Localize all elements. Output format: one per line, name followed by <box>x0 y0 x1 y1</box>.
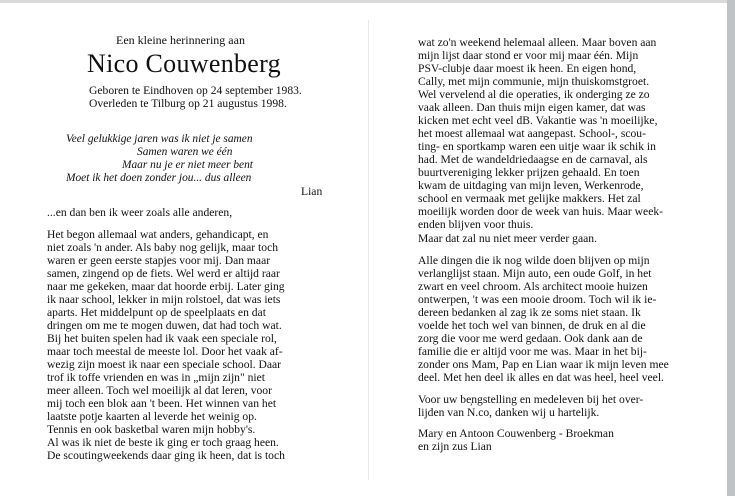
thanks-line: Voor uw be̦ngstelling en medeleven bij het over- <box>418 393 644 406</box>
body-line: enden blijven voor thuis. <box>418 218 534 231</box>
body-line: zorg die voor me werd gedaan. Ook dank aan de <box>418 332 643 345</box>
body-line: ontwerpen, 't was een mooie droom. Toch wil ik ie- <box>418 293 657 306</box>
body-line: zwart en veel chroom. Als architect mooie huizen <box>418 280 648 293</box>
body-line: PSV-clubje daar moest ik heen. En eigen hond, <box>418 62 637 75</box>
body-line: Al was ik niet de beste ik ging er toch graag heen. <box>47 436 279 449</box>
body-line: wat zo'n weekend helemaal alleen. Maar boven aan <box>418 36 657 49</box>
body-line: Alle dingen die ik nog wilde doen blijven op mijn <box>418 254 650 267</box>
body-line: verlanglijst staan. Mijn auto, een oude Golf, in het <box>418 267 652 280</box>
body-line: Cally, met mijn communie, mijn thuiskomstgroet. <box>418 75 650 88</box>
deceased-name: Nico Couwenberg <box>87 49 281 78</box>
body-line: moeilijk worden door de week van huis. Maar week- <box>418 205 664 218</box>
body-line: aparts. Het middelpunt op de speelplaats en dat <box>47 306 266 319</box>
body-line: buurtvereniging lekker prijzen gehaald. En toen <box>418 166 640 179</box>
body-line: had. Met de wandeldriedaagse en de carnaval, als <box>418 153 648 166</box>
body-line: waren er geen eerste stapjes voor mij. Dan maar <box>47 254 271 267</box>
poem-line: Maar nu je er niet meer bent <box>122 159 253 171</box>
death-line: Overleden te Tilburg op 21 augustus 1998. <box>89 97 287 110</box>
body-line: familie die er altijd voor me was. Maar in het bij- <box>418 345 647 358</box>
body-line: naar me gekeken, maar dat hoorde erbij. Later ging <box>47 280 285 293</box>
signature-line: Mary en Antoon Couwenberg - Broekman <box>418 427 614 440</box>
poem-line: Moet ik het doen zonder jou... dus alleen <box>66 172 252 184</box>
body-line: deel. Met hen deel ik alles en dat was heel, heel veel. <box>418 371 664 384</box>
thanks-line: lijden van N.co, danken wij u hartelijk. <box>418 406 600 419</box>
body-line: dringen om me te mogen duwen, dat had toch wat. <box>47 319 282 332</box>
signature-line: en zijn zus Lian <box>418 440 492 453</box>
body-line: voelde het toch wel van binnen, de druk en al die <box>418 319 646 332</box>
body-line: vaak alleen. Dan thuis mijn eigen kamer, dat was <box>418 101 646 114</box>
scan-top-edge <box>0 0 735 3</box>
body-line: De scoutingweekends daar ging ik heen, dat is toch <box>47 449 285 462</box>
body-line: kwam de uitdaging van mijn leven, Werkenrode, <box>418 179 644 192</box>
body-line: Het begon allemaal wat anders, gehandicapt, en <box>47 228 269 241</box>
body-line: mij toch een blok aan 't been. Het winnen van het <box>47 397 277 410</box>
body-line: zonder ons Mam, Pap en Lian waar ik mijn leven mee <box>418 358 669 371</box>
body-line: ik naar school, lekker in mijn rolstoel, dat was iets <box>47 293 281 306</box>
body-line: school en vermaak met gelijke makkers. Het zal <box>418 192 641 205</box>
page-fold <box>368 20 369 480</box>
poem-line: Samen waren we één <box>137 146 233 158</box>
body-line: samen, zingend op de fiets. Wel werd er altijd raar <box>47 267 280 280</box>
body-line: ting- en sportkamp waren een uitje waar ik schik in <box>418 140 656 153</box>
poem-line: Veel gelukkige jaren was ik niet je samen <box>66 133 253 145</box>
body-line: Wel vervelend al die operaties, ik onderging ze zo <box>418 88 650 101</box>
birth-line: Geboren te Eindhoven op 24 september 1983. <box>89 84 302 97</box>
body-line: mijn lijst daar stond er voor mij maar één. Mijn <box>418 49 639 62</box>
memorial-header: Een kleine herinnering aan <box>116 33 245 47</box>
intro-line: ...en dan ben ik weer zoals alle anderen, <box>47 206 233 219</box>
body-line: Bij het buiten spelen had ik vaak een speciale rol, <box>47 332 277 345</box>
body-line: wezig zijn moest ik naar een speciale school. Daar <box>47 358 282 371</box>
body-line: laatste potje kaarten al leverde het weinig op. <box>47 410 257 423</box>
body-line: meer alleen. Toch wel moeilijk al dat leren, voor <box>47 384 272 397</box>
body-line: dereen bedanken al zag ik ze soms niet staan. Ik <box>418 306 641 319</box>
body-line: maar toch meestal de meeste lol. Door het vaak af- <box>47 345 283 358</box>
closing-statement: Maar dat zal nu niet meer verder gaan. <box>418 232 597 245</box>
body-line: trof ik toffe vrienden en was in „mijn zijn" niet <box>47 371 265 384</box>
poem-author: Lian <box>301 185 323 198</box>
body-line: Tennis en ook basketbal waren mijn hobby's. <box>47 423 256 436</box>
body-line: kicken met echt veel dB. Vakantie was 'n moeilijke, <box>418 114 658 127</box>
scan-right-edge <box>727 0 735 496</box>
body-line: niet zoals 'n ander. Als baby nog gelijk, maar toch <box>47 241 279 254</box>
body-line: het moest allemaal wat aangepast. School-, scou- <box>418 127 646 140</box>
